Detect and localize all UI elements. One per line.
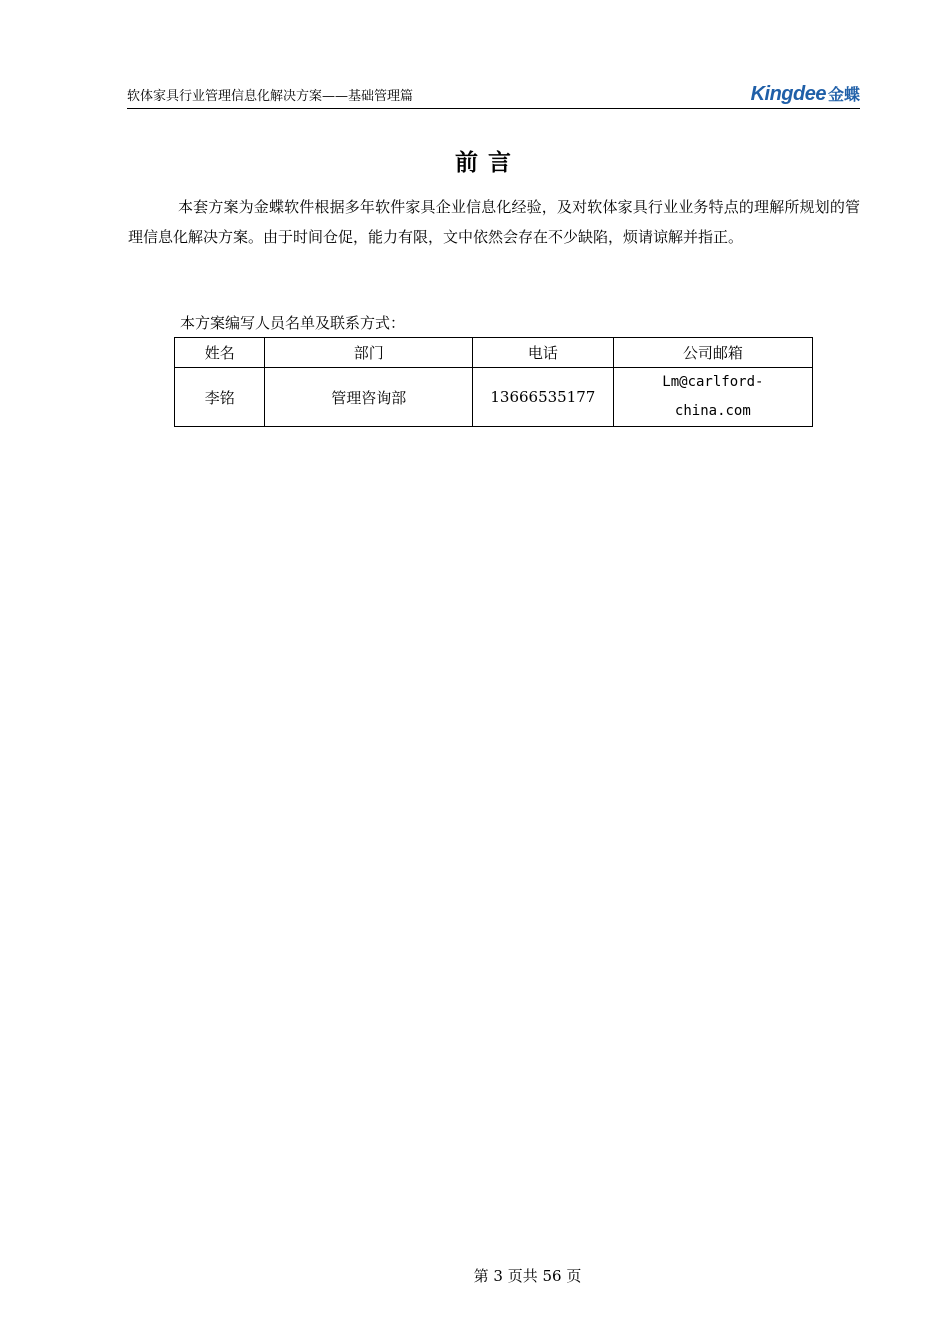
header-name: 姓名 (175, 338, 265, 368)
page-title: 前言 (455, 149, 521, 176)
email-line-1: Lm@carlford- (662, 374, 764, 390)
contact-table (174, 337, 813, 427)
email-line-2: china.com (674, 403, 751, 419)
cell-department: 管理咨询部 (265, 368, 473, 427)
intro-paragraph: 本套方案为金蝶软件根据多年软件家具企业信息化经验，及对软体家具行业业务特点的理解所规划的管理信息化解决方案。由于时间仓促，能力有限，文中依然会存在不少缺陷，烦请谅解并指正。 (128, 198, 860, 246)
logo-chinese-name: 金蝶 (827, 85, 860, 104)
logo-wordmark: Kingdee (750, 83, 826, 105)
header-title: 软体家具行业管理信息化解决方案——基础管理篇 (127, 89, 414, 104)
page-header (127, 84, 860, 109)
header-department: 部门 (265, 338, 473, 368)
table-header-row (175, 338, 813, 368)
header-email: 公司邮箱 (613, 338, 812, 368)
cell-email (613, 368, 812, 427)
header-phone: 电话 (472, 338, 613, 368)
page-number: 第 3 页共 56 页 (473, 1267, 582, 1285)
cell-name: 李铭 (175, 368, 265, 427)
cell-phone: 13666535177 (472, 368, 613, 427)
contact-caption: 本方案编写人员名单及联系方式： (180, 314, 406, 332)
table-row (175, 368, 813, 427)
kingdee-logo (751, 83, 860, 106)
